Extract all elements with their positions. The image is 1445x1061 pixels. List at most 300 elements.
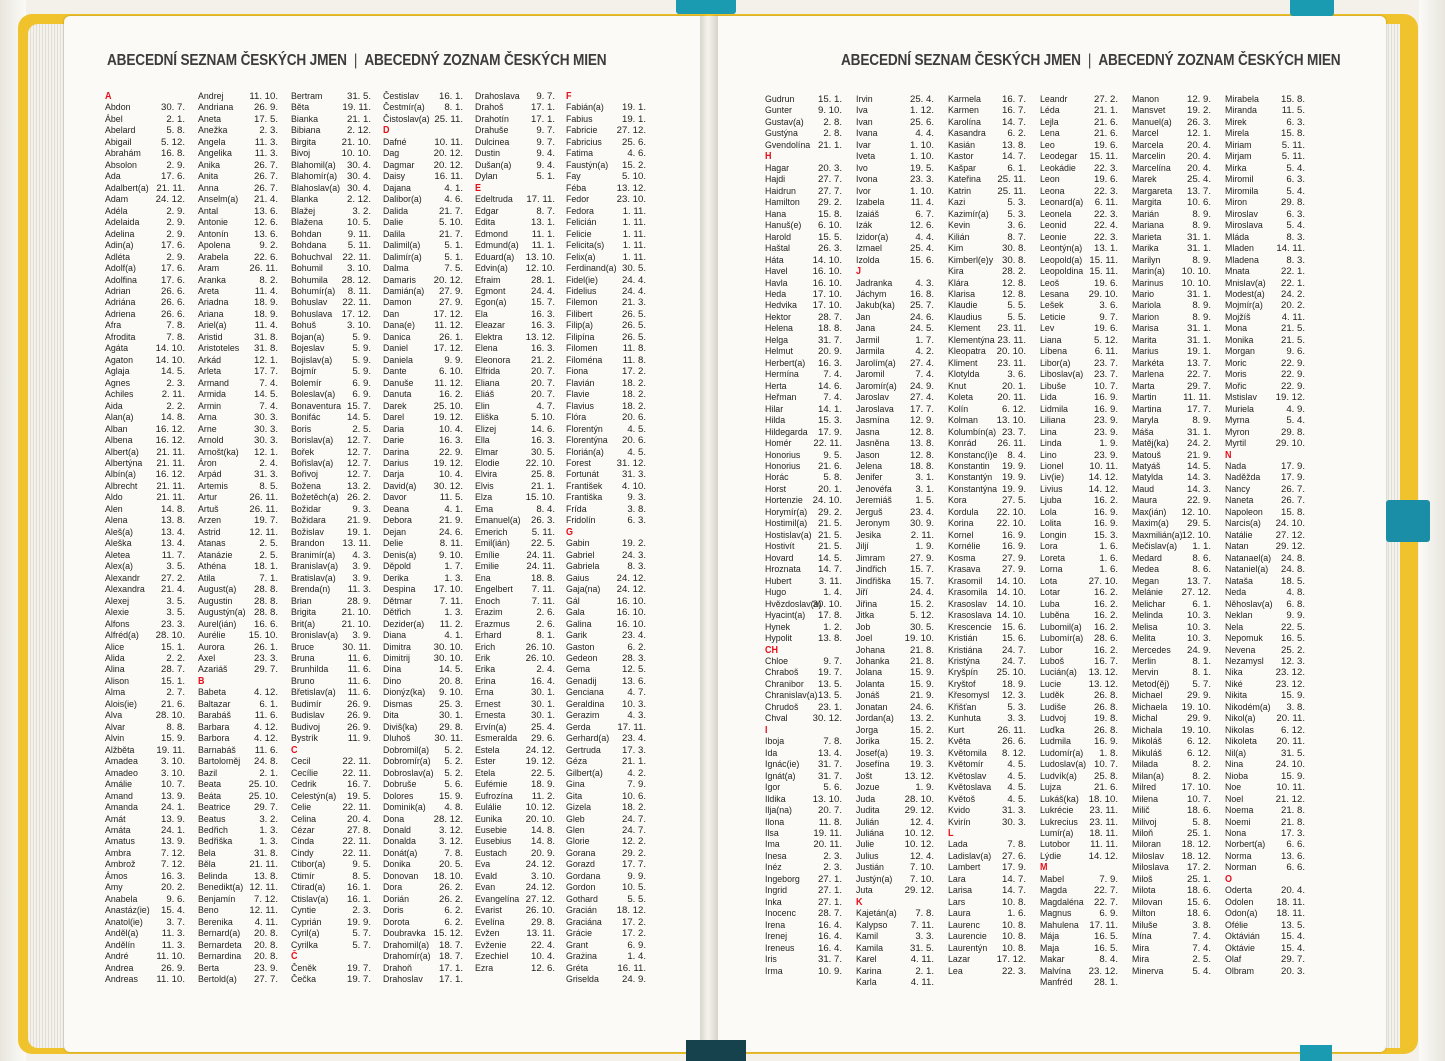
letter-heading <box>948 828 1026 839</box>
name-label: Ema <box>475 503 494 515</box>
name-label: Daniel <box>383 343 409 355</box>
name-day-date: 24. 10. <box>1275 518 1305 530</box>
name-entry <box>198 710 278 721</box>
name-day-date: 7. 4. <box>1192 931 1211 943</box>
name-day-date: 15. 9. <box>1280 690 1305 702</box>
name-day-date: 20. 10. <box>525 813 555 825</box>
name-day-date: 15. 9. <box>160 733 185 745</box>
name-entry <box>291 102 371 113</box>
name-entry <box>105 664 185 675</box>
name-day-date: 22. 10. <box>525 458 555 469</box>
name-label: Květa <box>948 736 971 748</box>
name-day-date: 5. 9. <box>352 343 371 355</box>
name-entry <box>1225 415 1305 426</box>
name-label: Elza <box>475 492 493 504</box>
name-entry <box>291 630 371 641</box>
name-label: Klement <box>948 323 981 335</box>
name-entry <box>475 928 555 939</box>
name-entry <box>948 587 1026 598</box>
name-entry <box>105 481 185 492</box>
name-day-date: 23. 7. <box>1093 369 1118 381</box>
name-day-date: 18. 9. <box>253 297 278 309</box>
name-label: Delie <box>383 538 404 550</box>
name-day-date: 12. 4. <box>909 850 934 862</box>
name-label: Athéna <box>198 561 226 573</box>
name-label: Božetěch(a) <box>291 492 339 504</box>
name-entry <box>765 232 842 243</box>
name-label: Gaius <box>566 572 590 584</box>
name-entry <box>105 607 185 618</box>
name-day-date: 5. 7. <box>1192 678 1211 690</box>
name-entry <box>1040 633 1118 644</box>
name-label: Dora <box>383 882 403 894</box>
name-day-date: 15. 9. <box>909 678 934 690</box>
name-entry <box>765 908 842 919</box>
name-label: Hana <box>765 208 787 220</box>
name-entry <box>566 699 646 710</box>
name-label: Dimitrij <box>383 652 410 664</box>
name-entry <box>856 518 934 529</box>
name-label: Bruce <box>291 641 315 653</box>
name-entry <box>1040 530 1118 541</box>
name-entry <box>1225 461 1305 472</box>
name-label: Amy <box>105 882 123 894</box>
name-label: Gerazim <box>566 710 600 722</box>
name-label: Joel <box>856 633 873 645</box>
name-entry <box>948 931 1026 942</box>
name-label: Alida <box>105 652 125 664</box>
name-entry <box>383 412 463 423</box>
name-entry <box>1040 358 1118 369</box>
name-day-date: 16. 2. <box>1093 495 1118 507</box>
name-day-date: 1. 6. <box>1099 541 1118 553</box>
name-label: Edmond <box>475 228 508 240</box>
name-entry <box>765 381 842 392</box>
name-entry <box>948 484 1026 495</box>
name-label: Ezechiel <box>475 951 509 963</box>
name-day-date: 31. 3. <box>621 469 646 481</box>
name-label: Břetislav(a) <box>291 687 336 699</box>
name-entry <box>856 920 934 931</box>
name-label: Marius <box>1132 346 1159 358</box>
name-day-date: 10. 8. <box>1001 896 1026 908</box>
name-day-date: 23. 12. <box>1088 965 1118 977</box>
name-entry <box>291 710 371 721</box>
name-entry <box>383 492 463 503</box>
letter-heading <box>291 745 371 756</box>
name-label: Oktávián <box>1225 931 1260 943</box>
name-label: Damon <box>383 297 412 309</box>
name-label: Drahoslav <box>383 974 423 986</box>
name-label: Kašpar <box>948 162 976 174</box>
name-entry <box>105 183 185 194</box>
letter-heading-label: N <box>1225 449 1232 461</box>
name-day-date: 1. 9. <box>915 541 934 553</box>
name-entry <box>198 951 278 962</box>
name-day-date: 11. 12. <box>434 320 463 332</box>
name-entry <box>1132 564 1211 575</box>
name-label: Klaudius <box>948 311 982 323</box>
name-day-date: 5. 12. <box>1093 334 1118 346</box>
name-day-date: 5. 12. <box>909 610 934 622</box>
name-day-date: 14. 11. <box>1276 243 1305 255</box>
name-entry <box>948 817 1026 828</box>
name-label: Abigail <box>105 136 132 148</box>
name-day-date: 19. 9. <box>1001 461 1026 472</box>
name-entry <box>1225 725 1305 736</box>
name-label: Lena <box>1040 128 1060 140</box>
name-entry <box>198 91 278 102</box>
name-label: Honorius <box>765 461 801 472</box>
name-label: Celie <box>291 802 312 814</box>
name-label: Lotar <box>1040 587 1061 599</box>
name-day-date: 25. 11. <box>434 113 463 125</box>
letter-heading-label: E <box>475 182 482 194</box>
name-day-date: 10. 6. <box>1186 197 1211 209</box>
name-day-date: 20. 2. <box>1280 300 1305 312</box>
name-day-date: 16. 10. <box>812 277 842 289</box>
name-label: Gothard <box>566 893 598 905</box>
name-label: Dino <box>383 675 402 687</box>
name-day-date: 5. 8. <box>166 125 185 137</box>
name-label: Laura <box>948 908 971 920</box>
name-day-date: 5. 4. <box>1286 162 1305 174</box>
name-day-date: 23. 11. <box>1089 816 1118 828</box>
name-entry <box>105 332 185 343</box>
name-entry <box>198 286 278 297</box>
name-label: Irma <box>765 965 783 977</box>
name-label: Krasoslav <box>948 598 987 610</box>
name-day-date: 3. 3. <box>1007 713 1026 725</box>
name-entry <box>1040 736 1118 747</box>
name-day-date: 14. 10. <box>155 354 185 366</box>
name-entry <box>475 894 555 905</box>
name-entry <box>1225 954 1305 965</box>
name-entry <box>291 699 371 710</box>
name-day-date: 21. 5. <box>1280 334 1305 346</box>
name-entry <box>198 836 278 847</box>
name-day-date: 25. 7. <box>909 300 934 312</box>
name-day-date: 23. 3. <box>253 652 278 664</box>
name-label: Milena <box>1132 793 1159 805</box>
name-entry <box>383 297 463 308</box>
name-day-date: 29. 2. <box>817 506 842 518</box>
book-gutter <box>700 16 718 1052</box>
name-entry <box>291 320 371 331</box>
name-entry <box>856 461 934 472</box>
name-entry <box>1040 220 1118 231</box>
name-entry <box>1132 266 1211 277</box>
name-day-date: 24. 1. <box>160 802 185 814</box>
name-entry <box>1040 679 1118 690</box>
names-column-12 <box>1225 94 1305 977</box>
name-entry <box>1225 404 1305 415</box>
name-day-date: 19. 2. <box>1186 105 1211 117</box>
name-day-date: 15. 8. <box>1280 128 1305 140</box>
name-entry <box>475 607 555 618</box>
name-label: Fabián(a) <box>566 102 604 114</box>
name-day-date: 29. 10. <box>1275 438 1305 450</box>
name-day-date: 13. 5. <box>817 678 842 690</box>
name-day-date: 14. 12. <box>1088 472 1118 484</box>
name-label: Antonie <box>198 217 228 229</box>
name-day-date: 21. 11. <box>156 492 185 504</box>
name-entry <box>475 217 555 228</box>
name-entry <box>198 297 278 308</box>
name-label: Doubravka <box>383 928 426 940</box>
name-day-date: 6. 9. <box>1099 908 1118 920</box>
name-entry <box>383 458 463 469</box>
name-entry <box>198 504 278 515</box>
name-label: Muriela <box>1225 403 1254 415</box>
name-day-date: 13. 8. <box>253 870 278 882</box>
name-day-date: 19. 1. <box>346 526 371 538</box>
name-label: Morgan <box>1225 346 1255 358</box>
name-entry <box>1132 725 1211 736</box>
name-label: Herbert(a) <box>765 357 806 369</box>
name-label: Juta <box>856 885 873 897</box>
name-day-date: 11. 4. <box>254 285 278 297</box>
name-label: Belinda <box>198 870 228 882</box>
name-day-date: 17. 12. <box>433 343 463 355</box>
name-entry <box>105 355 185 366</box>
name-entry <box>1225 690 1305 701</box>
name-entry <box>948 381 1026 392</box>
name-day-date: 21. 4. <box>160 584 185 596</box>
name-label: Hajdi <box>765 174 786 186</box>
name-label: Alena <box>105 515 128 527</box>
name-day-date: 9. 7. <box>1099 311 1118 323</box>
name-label: Hilda <box>765 415 786 427</box>
name-label: Kazimír(a) <box>948 208 989 220</box>
name-day-date: 24. 2. <box>1186 438 1211 450</box>
name-day-date: 26. 8. <box>1093 701 1118 713</box>
name-entry <box>198 389 278 400</box>
name-day-date: 19. 11. <box>342 102 371 114</box>
name-day-date: 2. 5. <box>259 549 278 561</box>
name-label: Alan(a) <box>105 412 134 424</box>
name-day-date: 8. 4. <box>1007 449 1026 461</box>
name-label: Laurencie <box>948 931 987 943</box>
name-label: Nepomuk <box>1225 633 1263 645</box>
name-day-date: 5. 2. <box>444 756 463 768</box>
name-entry <box>475 619 555 630</box>
name-entry <box>856 243 934 254</box>
name-label: Napoleon <box>1225 506 1263 518</box>
letter-heading <box>566 527 646 538</box>
name-entry <box>291 447 371 458</box>
name-entry <box>765 105 842 116</box>
name-day-date: 3. 10. <box>160 756 185 768</box>
name-day-date: 5. 12. <box>160 136 185 148</box>
name-day-date: 19. 5. <box>346 790 371 802</box>
name-day-date: 6. 3. <box>1286 174 1305 186</box>
name-label: Filibert <box>566 308 593 320</box>
name-day-date: 27. 7. <box>817 174 842 186</box>
name-entry <box>566 447 646 458</box>
name-entry <box>1132 94 1211 105</box>
name-day-date: 9. 5. <box>352 859 371 871</box>
name-label: Bronislav(a) <box>291 630 339 642</box>
name-day-date: 17. 1. <box>530 102 555 114</box>
name-entry <box>198 561 278 572</box>
ribbon-bottom-right[interactable] <box>1300 1045 1332 1061</box>
name-day-date: 13. 8. <box>160 515 185 527</box>
name-entry <box>105 756 185 767</box>
name-label: Nikoleta <box>1225 736 1257 748</box>
name-label: Čistoslav(a) <box>383 113 430 125</box>
name-day-date: 17. 7. <box>1186 403 1211 415</box>
name-label: Ferdinand(a) <box>566 263 617 275</box>
name-entry <box>475 687 555 698</box>
name-label: Dalie <box>383 217 404 229</box>
name-entry <box>291 653 371 664</box>
name-entry <box>948 243 1026 254</box>
name-entry <box>1040 392 1118 403</box>
name-label: Adolfina <box>105 274 137 286</box>
name-entry <box>291 389 371 400</box>
name-label: Chranislav(a) <box>765 690 818 702</box>
name-day-date: 22. 7. <box>1093 885 1118 897</box>
name-entry <box>1225 828 1305 839</box>
name-entry <box>856 186 934 197</box>
name-entry <box>566 871 646 882</box>
name-label: Efraim <box>475 274 501 286</box>
name-entry <box>566 171 646 182</box>
name-day-date: 19. 6. <box>1093 174 1118 186</box>
name-entry <box>856 782 934 793</box>
name-label: Nezamysl <box>1225 655 1264 667</box>
name-label: Hynek <box>765 621 791 633</box>
name-entry <box>1225 862 1305 873</box>
name-entry <box>765 748 842 759</box>
name-entry <box>291 332 371 343</box>
name-label: Květomír <box>948 759 984 771</box>
name-day-date: 30. 4. <box>346 159 371 171</box>
name-day-date: 31. 8. <box>253 343 278 355</box>
name-day-date: 10. 7. <box>1093 759 1118 771</box>
name-day-date: 9. 7. <box>536 91 555 102</box>
name-entry <box>383 469 463 480</box>
name-entry <box>1132 530 1211 541</box>
name-day-date: 4. 3. <box>352 549 371 561</box>
name-label: Agáta <box>105 343 129 355</box>
name-entry <box>291 366 371 377</box>
name-label: Felicita(s) <box>566 240 605 252</box>
name-entry <box>1225 323 1305 334</box>
name-label: Líbena <box>1040 346 1067 358</box>
name-day-date: 3. 2. <box>352 205 371 217</box>
name-label: Elodie <box>475 458 500 469</box>
name-label: Bartoloměj <box>198 756 241 768</box>
name-entry <box>765 862 842 873</box>
ribbon-top[interactable] <box>676 0 736 14</box>
name-day-date: 30. 5. <box>530 446 555 458</box>
name-day-date: 19. 6. <box>1093 139 1118 151</box>
name-day-date: 11. 11. <box>1183 392 1211 404</box>
name-entry <box>1225 381 1305 392</box>
name-label: Mabel <box>1040 873 1065 885</box>
name-label: Miromil <box>1225 174 1254 186</box>
elastic-band[interactable] <box>1386 500 1430 542</box>
name-entry <box>948 186 1026 197</box>
name-label: Eleonora <box>475 354 511 366</box>
name-label: Alfons <box>105 618 130 630</box>
name-entry <box>1040 828 1118 839</box>
name-label: Aurélie <box>198 630 226 642</box>
name-label: Arnold <box>198 435 224 447</box>
name-entry <box>383 194 463 205</box>
name-label: Hilar <box>765 403 784 415</box>
name-day-date: 3. 2. <box>259 813 278 825</box>
name-day-date: 25. 4. <box>1186 174 1211 186</box>
name-day-date: 30. 10. <box>433 641 463 653</box>
name-day-date: 27. 5. <box>1001 495 1026 507</box>
name-label: Dorián <box>383 893 410 905</box>
name-label: Jiřina <box>856 598 878 610</box>
name-label: Ludomír(a) <box>1040 747 1084 759</box>
name-day-date: 28. 12. <box>433 813 463 825</box>
name-entry <box>291 974 371 985</box>
name-entry <box>198 515 278 526</box>
name-label: Ignác(ie) <box>765 759 800 771</box>
name-entry <box>291 779 371 790</box>
name-entry <box>383 515 463 526</box>
name-entry <box>105 125 185 136</box>
name-entry <box>1225 530 1305 541</box>
name-entry <box>1132 966 1211 977</box>
name-entry <box>856 427 934 438</box>
name-label: Gunter <box>765 105 792 117</box>
name-day-date: 27. 1. <box>817 885 842 897</box>
name-day-date: 30. 4. <box>346 182 371 194</box>
name-entry <box>856 392 934 403</box>
name-day-date: 31. 1. <box>1186 231 1211 243</box>
name-entry <box>948 897 1026 908</box>
name-label: Michala <box>1132 724 1163 736</box>
name-day-date: 1. 4. <box>823 587 842 599</box>
ribbon-bottom[interactable] <box>686 1040 746 1061</box>
name-entry <box>291 458 371 469</box>
name-label: Dejan <box>383 526 407 538</box>
name-day-date: 8. 9. <box>1192 220 1211 232</box>
name-entry <box>198 378 278 389</box>
name-label: Mira <box>1132 954 1150 966</box>
name-entry <box>1225 748 1305 759</box>
name-day-date: 4. 5. <box>627 446 646 458</box>
name-day-date: 22. 9. <box>438 446 463 458</box>
name-label: Martin <box>1132 392 1157 404</box>
name-label: Medea <box>1132 564 1159 576</box>
ribbon-top-right[interactable] <box>1290 0 1334 16</box>
name-label: Bojislav(a) <box>291 354 333 366</box>
name-day-date: 5. 9. <box>352 331 371 343</box>
letter-heading <box>291 951 371 962</box>
name-day-date: 1. 6. <box>1099 552 1118 564</box>
name-day-date: 9. 4. <box>536 148 555 160</box>
name-entry <box>856 656 934 667</box>
name-entry <box>856 323 934 334</box>
name-entry <box>765 897 842 908</box>
name-entry <box>291 527 371 538</box>
name-entry <box>1040 300 1118 311</box>
name-entry <box>1040 908 1118 919</box>
name-label: Juda <box>856 793 876 805</box>
name-label: Klarisa <box>948 288 975 300</box>
name-label: Jáchym <box>856 288 887 300</box>
name-label: Egmont <box>475 285 506 297</box>
name-entry <box>1132 713 1211 724</box>
